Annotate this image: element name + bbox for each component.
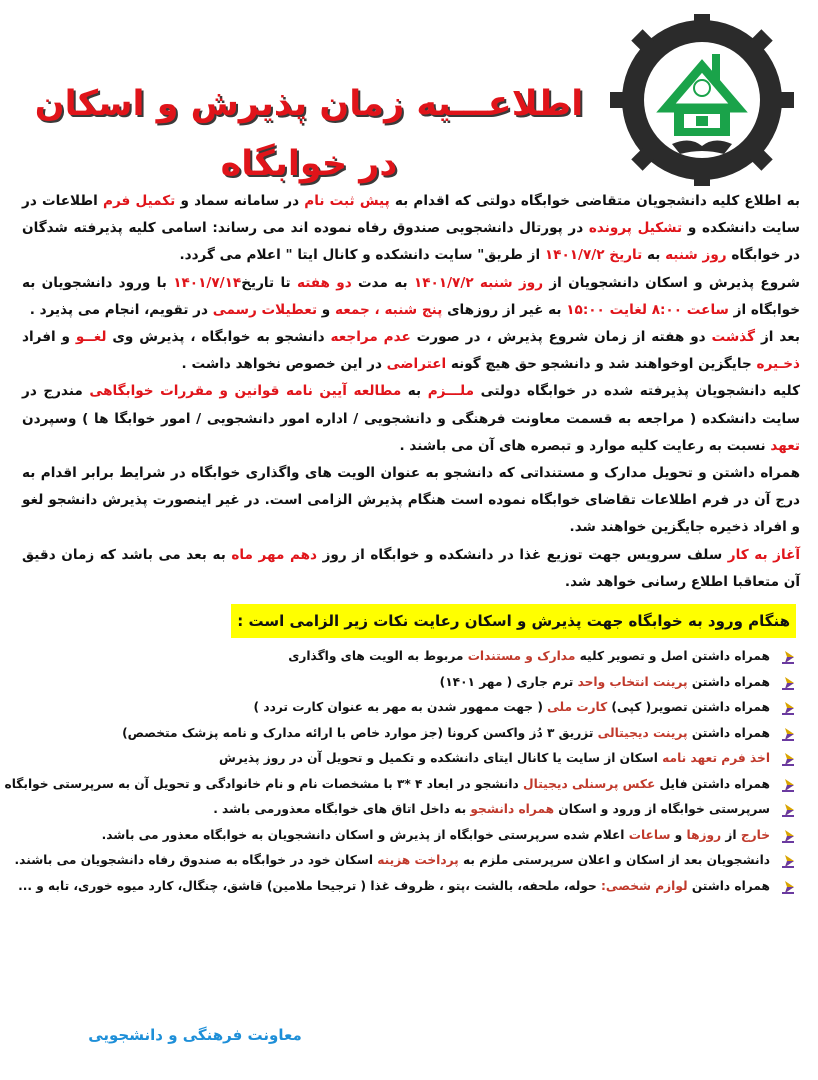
arrow-bullet-icon [782,803,796,817]
body-text: به غیر از روزهای [442,301,567,318]
requirement-item [22,746,800,772]
requirement-item [22,670,800,696]
footer-signature: معاونت فرهنگی و دانشجویی [88,1026,302,1044]
body-text: سلف سرویس جهت توزیع غذا در دانشکده و خوابگاه از روز [317,546,728,563]
emphasized-text: لوازم شخصی: [601,878,688,893]
body-text: مربوط به الویت های واگذاری [288,649,468,664]
body-text: به اطلاع کلیه دانشجویان متقاضی خوابگاه دولتی که اقدام به [389,193,800,209]
body-text: به بعد می باشد که زمان دقیق آن متعاقبا اطلاع رسانی خواهد شد. [22,546,800,590]
arrow-bullet-icon [782,752,796,766]
emphasized-text: ذخـیره [756,356,800,373]
body-text: دانشجویان بعد از اسکان و اعلان سرپرستی ملزم به [458,853,770,868]
body-text: اسکان از سایت یا کانال ایتای دانشکده و تکمیل و تحویل آن در روز پذیرش [218,751,663,766]
emphasized-text: تاریخ ۱۴۰۱/۷/۲ [544,247,643,264]
body-text: به مدت [351,274,414,291]
body-text: حوله، ملحفه، بالشت ،پتو ، ظروف غذا ( ترجیحا ملامین) قاشق، چنگال، کارد میوه خوری، تابه و ... [18,878,601,893]
emphasized-text: آغاز به کار [727,546,801,563]
body-text: ترم جاری ( مهر ۱۴۰۱) [439,674,578,689]
paragraph-group [22,188,800,596]
requirement-item [22,695,800,721]
emphasized-text: روزها [686,827,722,842]
body-text: اسکان خود در خوابگاه به صندوق رفاه دانشجویان می باشند. [14,853,378,868]
emphasized-text: دهم مهر ماه [231,546,318,563]
emphasized-text: گذشت [711,329,756,346]
requirement-item [22,823,800,849]
announcement-paragraph [22,324,800,378]
body-text: سرپرستی خوابگاه از ورود و اسکان [554,802,770,817]
body-text: بعد از [755,329,800,346]
body-text: از [721,827,741,842]
emphasized-text: همراه دانشجو [470,802,555,817]
body-text: نسبت به رعایت کلیه موارد و تبصره های آن می باشند . [399,437,771,454]
announcement-paragraph [22,378,800,460]
emphasized-text: پنج شنبه ، جمعه [334,301,443,318]
body-text: مندرج در سایت دانشکده ( مراجعه به قسمت معاونت فرهنگی و دانشجویی / اداره امور دانشجویی / امور خوابگا ها ) وسپردن [22,383,800,427]
body-text: به [642,247,666,264]
announcement-paragraph [22,542,800,596]
body-text: دانشجو به خوابگاه ، پذیرش وی [106,329,331,346]
emphasized-text: مطالعه آیین نامه قوانین و مقررات خوابگاهی [89,383,402,400]
emphasized-text: ملـــزم [427,383,475,400]
body-text: در تقویم، انجام می پذیرد . [29,301,213,318]
emphasized-text: عدم مراجعه [330,329,411,346]
emphasized-text: پرینت انتخاب واحد [577,674,688,689]
arrow-bullet-icon [782,727,796,741]
emphasized-text: روز شنبه ۱۴۰۱/۷/۲ [413,274,544,291]
arrow-bullet-icon [782,829,796,843]
emphasized-text: دو هفته [296,274,352,291]
body-text: شروع پذیرش و اسکان دانشجویان از [543,274,800,291]
requirements-heading: هنگام ورود به خوابگاه جهت پذیرش و اسکان رعایت نکات زیر الزامی است : [231,604,796,638]
body-text: همراه داشتن [687,878,770,893]
emphasized-text: عکس پرسنلی دیجیتال [523,776,656,791]
emphasized-text: پیش ثبت نام [304,193,390,209]
requirement-item [22,644,800,670]
body-text: کلیه دانشجویان پذیرفته شده در خوابگاه دولتی [474,383,800,400]
body-text: و [670,827,687,842]
body-text: اطلاعات در سایت دانشکده و [22,193,800,237]
body-text: همراه داشتن اصل و تصویر کلیه [575,649,770,664]
emphasized-text: پرینت دیجیتالی [597,725,688,740]
emphasized-text: خارج [740,827,770,842]
emphasized-text: کارت ملی [547,700,608,715]
body-text: تا تاریخ [241,274,297,291]
body-text: تزریق ۳ دُز واکسن کرونا (جز موارد خاص با ارائه مدارک و نامه پزشک متخصص) [122,725,598,740]
emphasized-text: ۱۴۰۱/۷/۱۴ [173,274,242,291]
body-text: همراه داشتن تصویر( کپی) [607,700,770,715]
body-text: به داخل اتاق های خوابگاه معذورمی باشد . [213,802,471,817]
body-text: همراه داشتن [687,725,770,740]
emphasized-text: تکمیل فرم [102,193,176,209]
arrow-bullet-icon [782,778,796,792]
body-text: ( جهت ممهور شدن به مهر به عنوان کارت تردد ) [253,700,548,715]
emphasized-text: تشکیل پرونده [588,220,683,237]
emphasized-text: ساعات [628,827,671,842]
requirement-item [14,848,800,874]
body-text: با ورود دانشجویان به خوابگاه از [22,274,800,318]
body-text: در سامانه سماد و [175,193,305,209]
emphasized-text: تعهد [770,437,800,454]
body-text: و افراد [22,329,76,346]
announcement-paragraph [22,460,800,542]
emphasized-text: پرداخت هزینه [377,853,459,868]
arrow-bullet-icon [782,701,796,715]
arrow-bullet-icon [782,676,796,690]
arrow-bullet-icon [782,650,796,664]
page-title: اطلاعـــیه زمان پذیرش و اسکان در خوابگاه [34,84,584,184]
body-text: دو هفته از زمان شروع پذیرش ، در صورت [410,329,712,346]
requirement-item [22,797,800,823]
arrow-bullet-icon [782,854,796,868]
announcement-paragraph [22,270,800,324]
emphasized-text: روز شنبه [665,247,727,264]
announcement-body [4,188,801,899]
emphasized-text: لغــو [75,329,107,346]
body-text: از طریق" سایت دانشکده و کانال ایتا " اعلام می گردد. [179,247,545,264]
emphasized-text: اعتراضی [386,356,447,373]
emphasized-text: اخذ فرم تعهد نامه [662,751,770,766]
body-text: در پورتال دانشجویی صندوق رفاه نموده اند می رساند: اسامی کلیه پذیرفته شدگان در خوابگاه [22,220,800,264]
body-text: و [317,301,335,318]
arrow-bullet-icon [782,880,796,894]
requirement-item [18,874,800,900]
body-text: اعلام شده سرپرستی خوابگاه از پذیرش و اسکان دانشجویان به خوابگاه معذور می باشد. [101,827,629,842]
body-text: همراه داشتن و تحویل مدارک و مستنداتی که دانشجو به عنوان الویت های واگذاری خوابگاه در شرایط برابر اقدام به درج آن در فرم اطلاعات تقاضای خوابگاه نموده است هنگام پذیرش الزامی است. در غیر اینصورت پذیرش دانشجو لغو و افراد ذخیره جایگزین خواهند شد. [22,465,800,536]
body-text: جایگزین اوخواهند شد و دانشجو حق هیچ گونه [446,356,757,373]
emphasized-text: ساعت ۸:۰۰ لغایت ۱۵:۰۰ [566,301,729,318]
body-text: همراه داشتن [687,674,770,689]
announcement-paragraph [22,188,800,270]
requirements-list [4,644,800,899]
body-text: همراه داشتن فایل [655,776,770,791]
body-text: در این خصوص نخواهد داشت . [181,356,387,373]
body-text: دانشجو در ابعاد ۴ *۳ با مشخصات نام و نام خانوادگی و تحویل آن به سرپرستی خوابگاه [4,776,524,791]
requirement-item [22,721,800,747]
college-logo [598,14,806,186]
emphasized-text: مدارک و مستندات [467,649,576,664]
emphasized-text: تعطیلات رسمی [212,301,318,318]
body-text: به [401,383,428,400]
requirement-item [4,772,800,798]
